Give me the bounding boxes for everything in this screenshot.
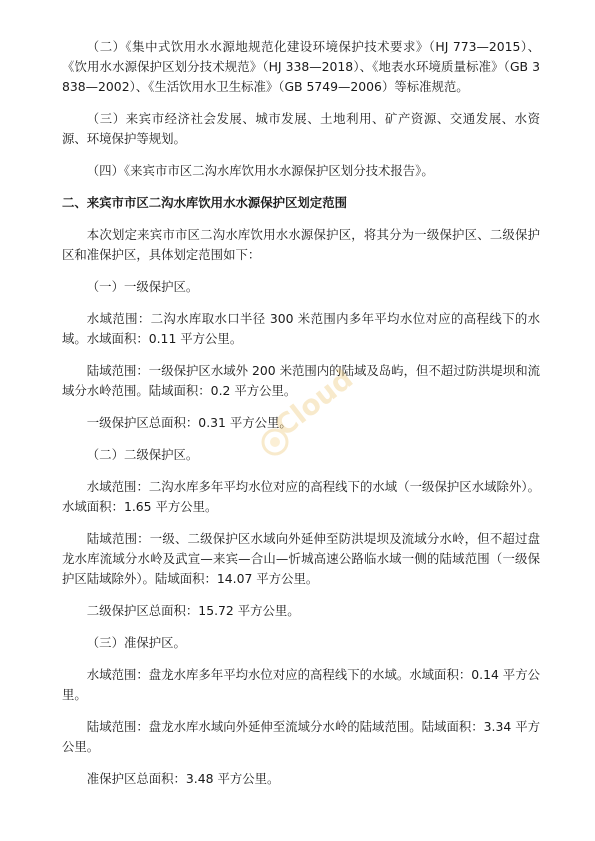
paragraph-city-plans: （三）来宾市经济社会发展、城市发展、土地利用、矿产资源、交通发展、水资源、环境保护等规划。 [62, 111, 540, 146]
paragraph-level1-land: 陆域范围：一级保护区水域外 200 米范围内的陆域及岛屿，但不超过防洪堤坝和流域分水岭范围。陆域面积：0.2 平方公里。 [62, 363, 540, 398]
paragraph-technical-report: （四）《来宾市市区二沟水库饮用水水源保护区划分技术报告》。 [86, 163, 434, 178]
subheading-level2: （二）二级保护区。 [86, 447, 199, 462]
subheading-level1: （一）一级保护区。 [86, 279, 199, 294]
svg-text:Cloud: Cloud [268, 361, 360, 443]
paragraph-quasi-land: 陆域范围：盘龙水库水域向外延伸至流域分水岭的陆域范围。陆域面积：3.34 平方公里。 [62, 719, 540, 754]
document-body [62, 37, 540, 801]
paragraph-level2-water: 水域范围：二沟水库多年平均水位对应的高程线下的水域（一级保护区水域除外）。水域面积：1.65 平方公里。 [62, 479, 540, 514]
paragraph-standards-list: （二）《集中式饮用水水源地规范化建设环境保护技术要求》（HJ 773—2015）、《饮用水水源保护区划分技术规范》（HJ 338—2018）、《地表水环境质量标准》（GB 3838—2002）、《生活饮用水卫生标准》（GB 5749—2006）等标准规范。 [62, 39, 540, 94]
subheading-quasi: （三）准保护区。 [86, 635, 186, 650]
section-heading: 二、来宾市市区二沟水库饮用水水源保护区划定范围 [62, 195, 347, 210]
paragraph-quasi-water: 水域范围：盘龙水库多年平均水位对应的高程线下的水域。水域面积：0.14 平方公里。 [62, 667, 540, 702]
paragraph-intro: 本次划定来宾市市区二沟水库饮用水水源保护区，将其分为一级保护区、二级保护区和准保护区，具体划定范围如下： [62, 227, 540, 262]
paragraph-level2-total: 二级保护区总面积：15.72 平方公里。 [86, 603, 300, 618]
paragraph-level1-water: 水域范围：二沟水库取水口半径 300 米范围内多年平均水位对应的高程线下的水域。水域面积：0.11 平方公里。 [62, 311, 540, 346]
paragraph-quasi-total: 准保护区总面积：3.48 平方公里。 [86, 771, 280, 786]
paragraph-level2-land: 陆域范围：一级、二级保护区水域向外延伸至防洪堤坝及流域分水岭，但不超过盘龙水库流域分水岭及武宣—来宾—合山—忻城高速公路临水域一侧的陆域范围（一级保护区陆域除外）。陆域面积：14.07 平方公里。 [62, 531, 540, 586]
paragraph-level1-total: 一级保护区总面积：0.31 平方公里。 [86, 415, 292, 430]
